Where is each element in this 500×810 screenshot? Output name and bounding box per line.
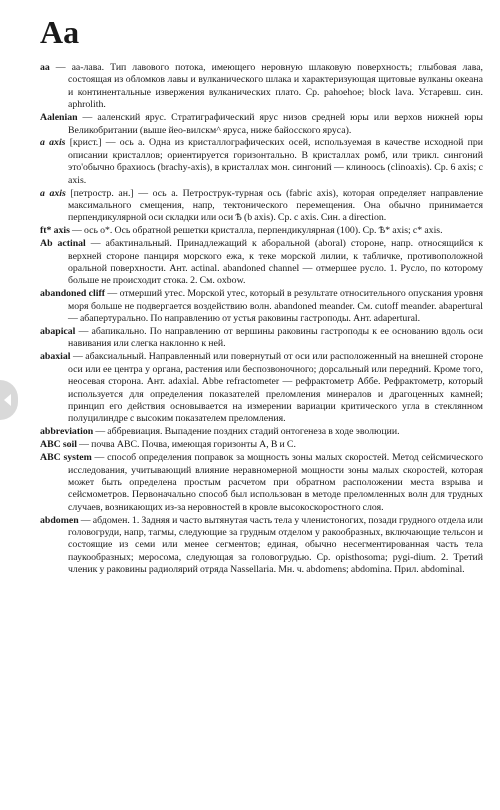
entry-headword: abapical <box>40 326 76 338</box>
entry-definition: [крист.] — ось a. Одна из кристаллографических осей, используемая в качестве исходной при описании кристаллов; ориентируется горизонтально. В кристаллах ромб, или трикл. сингоний это'обычно брахиось (brachy-axis), в кристаллах мон. сингоний — клиноось (clinoaxis). Ср. 6 axis; c axis. <box>65 137 483 186</box>
entry-headword: ABC soil <box>40 439 77 451</box>
entry-headword: ABC system <box>40 452 92 464</box>
dictionary-entry <box>40 288 483 325</box>
entry-headword: Aalenian <box>40 112 78 124</box>
entry-headword: abdomen <box>40 514 79 526</box>
entry-headword: a axis <box>40 137 66 149</box>
entry-headword: abandoned cliff <box>40 288 105 300</box>
entry-definition: — абдомен. 1. Задняя и часто вытянутая часть тела у членистоногих, позади грудного отдела или головогруди, напр, тагмы, следующие за грудным отделом у ракообразных, включающие тельсон и состоящие из семи или менее сегментов; единая, обычно несегментированная часть тела паукообразных; меросома, следующая за головогрудью. Ср. opisthosoma; pygi-dium. 2. Третий членик у раковины радиолярий отряда Nassellaria. Мн. ч. abdomens; abdomina. Прил. abdominal. <box>68 514 483 576</box>
entry-headword: abbreviation <box>40 426 94 438</box>
dictionary-entry <box>40 426 483 438</box>
dictionary-entry <box>40 62 483 112</box>
entry-definition: — ааленский ярус. Стратиграфический ярус низов средней юры или верхов нижней юры Великобритании (выше йео-вилскм^ яруса, ниже байосского яруса). <box>68 112 483 136</box>
entry-definition: — способ определения поправок за мощность зоны малых скоростей. Метод сейсмического исследования, учитывающий влияние неравномерной мощности зоны малых скоростей, которая может быть определена простым расчетом при обратном расположении места взрыва и сейсмометров. Первоначально способ был использован в методе преломленных волн для трудных случаев, возникающих из-за неровностей в кровле высокоскоростного слоя. <box>68 452 483 513</box>
entry-definition: — ось o*. Ось обратной решетки кристалла, перпендикулярная (100). Ср. Ѣ* axis; c* axis. <box>69 225 443 237</box>
dictionary-entry <box>40 137 483 187</box>
entry-definition: — почва ABC. Почва, имеющая горизонты A, B и C. <box>77 439 296 451</box>
entry-definition: — аббревиация. Выпадение поздних стадий онтогенеза в ходе эволюции. <box>93 426 400 438</box>
dictionary-entry <box>40 225 483 237</box>
previous-page-button[interactable] <box>0 380 18 420</box>
entry-headword: a axis <box>40 187 66 199</box>
entry-definition: — абаксиальный. Направленный или повернутый от оси или расположенный на внешней стороне оси или ее центра у органа, растения или беспозвоночного; дорсальный или передний. Кроме того, неосевая сторона. Ант. adaxial. Abbe refractometer — рефрактометр Аббе. Рефрактометр, который используется для определения показателей преломления минералов и драгоценных камней; принцип его действия основывается на измерении вариации критического угла в стеклянном полуцилиндре с высоким показателем преломления. <box>68 351 483 425</box>
dictionary-entry <box>40 439 483 451</box>
dictionary-entry <box>40 452 483 514</box>
entry-headword: abaxial <box>40 351 71 363</box>
dictionary-entry <box>40 351 483 425</box>
dictionary-entry <box>40 238 483 288</box>
entry-definition: [петростр. ан.] — ось a. Петрострук-турная ось (fabric axis), которая определяет направление максимального смещения, напр, тектонического перемещения. Она обычно принимается перпендикулярной оси складки или оси Ѣ (b axis). Ср. c axis. Син. a direction. <box>65 187 483 224</box>
dictionary-entry <box>40 515 483 577</box>
entry-headword: ft* axis <box>40 225 70 237</box>
dictionary-entry <box>40 188 483 225</box>
entry-headword: Ab actinal <box>40 238 86 250</box>
entry-headword: aa <box>40 62 50 73</box>
dictionary-entries <box>40 62 483 577</box>
dictionary-entry <box>40 326 483 351</box>
entry-definition: — отмерший утес. Морской утес, который в результате относительного опускания уровня моря больше не подвергается воздействию волн. abandoned meander. См. cutoff meander. abapertural — абапертурально. По направлению от устья раковины гастроподы. Ант. adapertural. <box>68 288 483 325</box>
entry-definition: — аа-лава. Тип лавового потока, имеющего неровную шлаковую поверхность; глыбовая лава, состоящая из обломков лавы и вулканического шлака и характеризующая щитовые вулканы океана и континентальные извержения вулканических плато. Ср. pahoehoe; block lava. Устаревш. син. aphrolith. <box>49 62 483 111</box>
entry-definition: — абактинальный. Принадлежащий к аборальной (aboral) стороне, напр. относящийся к верхней стороне панциря морского ежа, к теке морской лилии, к табличке, противоположной оральной поверхности. Ант. actinal. abandoned channel — отмершее русло. 1. Русло, по которому больше не происходит стока. 2. См. oxbow. <box>68 238 483 287</box>
dictionary-entry <box>40 112 483 137</box>
entry-definition: — абапикально. По направлению от вершины раковины гастроподы к ее основанию вдоль оси навивания или слегка наклонно к ней. <box>68 326 483 350</box>
section-heading: Aa <box>40 14 80 50</box>
